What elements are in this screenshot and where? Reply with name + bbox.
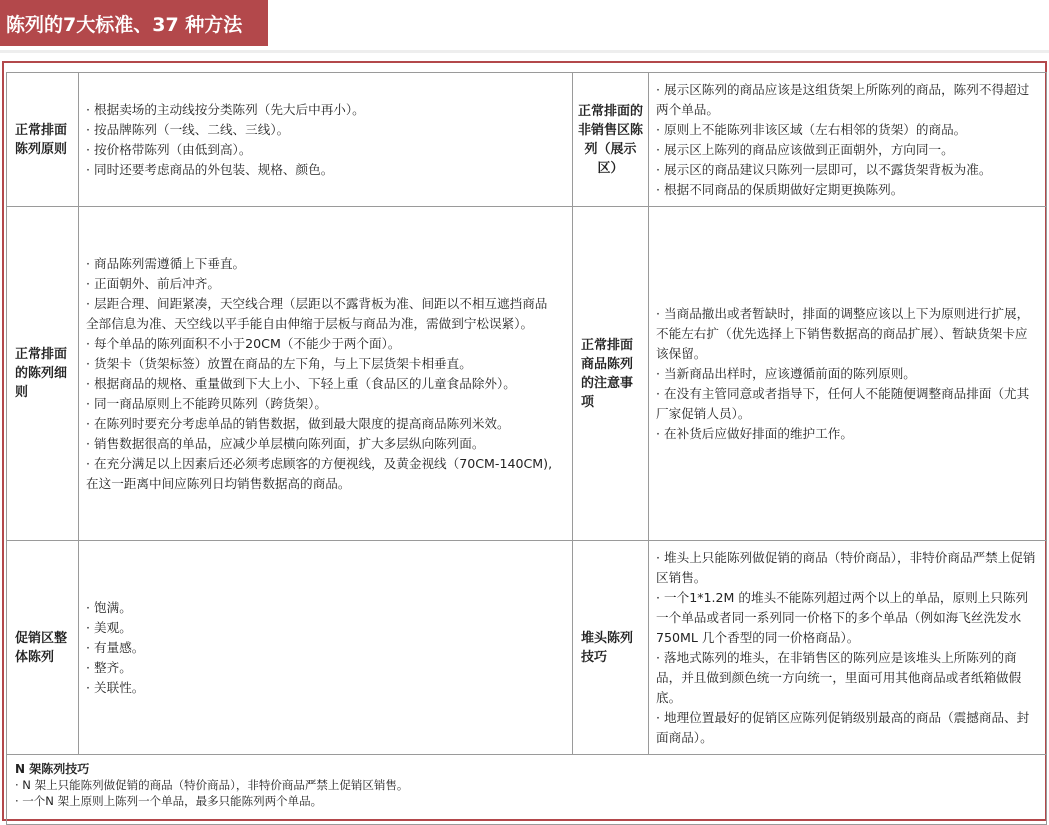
- row-content: [649, 541, 1047, 755]
- list-item: 在这一距离中间应陈列日均销售数据高的商品。: [86, 475, 351, 491]
- row-heading: 正常排面商品陈列的注意事项: [573, 207, 649, 541]
- list-item: · 当商品撤出或者暂缺时，排面的调整应该以上下为原则进行扩展，不能左右扩（优先选择上下销售数据高的商品扩展）、暂缺货架卡应该保留。: [656, 305, 1030, 361]
- row-content: [649, 207, 1047, 541]
- list-item: · 层距合理、间距紧凑，天空线合理（层距以不露背板为准、间距以不相互遮挡商品: [86, 295, 548, 311]
- row-heading: 正常排面的陈列细则: [7, 207, 79, 541]
- row-heading: 堆头陈列技巧: [573, 541, 649, 755]
- list-item: · 展示区的商品建议只陈列一层即可，以不露货架背板为准。: [656, 161, 992, 177]
- page-title: 陈列的7大标准、37 种方法: [0, 0, 268, 46]
- list-item: · 正面朝外、前后冲齐。: [86, 275, 220, 291]
- list-item: · 在充分满足以上因素后还必须考虑顾客的方便视线，及黄金视线（70CM-140CM),: [86, 455, 553, 471]
- list-item: · 按品牌陈列（一线、二线、三线）。: [86, 121, 290, 137]
- list-item: · 展示区上陈列的商品应该做到正面朝外，方向同一。: [656, 141, 954, 157]
- list-item: · 商品陈列需遵循上下垂直。: [86, 255, 246, 271]
- list-item: · 销售数据很高的单品，应减少单层横向陈列面，扩大多层纵向陈列面。: [86, 435, 485, 451]
- table-row: [7, 207, 1047, 541]
- row-content: [79, 541, 573, 755]
- section-title: N 架陈列技巧: [15, 762, 90, 776]
- list-item: · 堆头上只能陈列做促销的商品（特价商品），非特价商品严禁上促销区销售。: [656, 549, 1036, 585]
- table-row: [7, 755, 1047, 825]
- header-shadow: [0, 50, 1049, 53]
- display-standards-table: [6, 72, 1047, 825]
- list-item: · 整齐。: [86, 659, 132, 675]
- list-item: · 原则上不能陈列非该区域（左右相邻的货架）的商品。: [656, 121, 967, 137]
- list-item: · 在补货后应做好排面的维护工作。: [656, 425, 853, 441]
- list-item: · 一个N 架上原则上陈列一个单品，最多只能陈列两个单品。: [15, 794, 323, 808]
- list-item: · 饱满。: [86, 599, 132, 615]
- list-item: · 在没有主管同意或者指导下，任何人不能随便调整商品排面（尤其厂家促销人员）。: [656, 385, 1030, 421]
- list-item: · 落地式陈列的堆头，在非销售区的陈列应是该堆头上所陈列的商品，并且做到颜色统一方向统一，里面可用其他商品或者纸箱做假底。: [656, 649, 1022, 705]
- list-item: · 每个单品的陈列面积不小于20CM（不能少于两个面）。: [86, 335, 401, 351]
- list-item: · 关联性。: [86, 679, 145, 695]
- list-item: · 地理位置最好的促销区应陈列促销级别最高的商品（震撼商品、封面商品）。: [656, 709, 1030, 745]
- header-divider: [268, 0, 1049, 51]
- list-item: · 货架卡（货架标签）放置在商品的左下角，与上下层货架卡相垂直。: [86, 355, 472, 371]
- row-heading: 促销区整体陈列: [7, 541, 79, 755]
- list-item: · 当新商品出样时，应该遵循前面的陈列原则。: [656, 365, 916, 381]
- list-item: · 在陈列时要充分考虑单品的销售数据，做到最大限度的提高商品陈列米效。: [86, 415, 510, 431]
- list-item: 全部信息为准、天空线以平手能自由伸缩于层板与商品为准，需做到宁松误紧）。: [86, 315, 534, 331]
- list-item: · 根据不同商品的保质期做好定期更换陈列。: [656, 181, 904, 197]
- list-item: · 一个1*1.2M 的堆头不能陈列超过两个以上的单品，原则上只陈列一个单品或者同一系列同一价格下的多个单品（例如海飞丝洗发水750ML 几个香型的同一价格商品）。: [656, 589, 1029, 645]
- list-item: · 同一商品原则上不能跨贝陈列（跨货架）。: [86, 395, 327, 411]
- list-item: · 有量感。: [86, 639, 145, 655]
- row-content: [649, 73, 1047, 207]
- row-heading: 正常排面的非销售区陈列（展示区）: [573, 73, 649, 207]
- row-content: [79, 73, 573, 207]
- table-row: [7, 541, 1047, 755]
- list-item: · 按价格带陈列（由低到高）。: [86, 141, 252, 157]
- list-item: · 根据商品的规格、重量做到下大上小、下轻上重（食品区的儿童食品除外）。: [86, 375, 516, 391]
- row-heading: 正常排面陈列原则: [7, 73, 79, 207]
- list-item: · N 架上只能陈列做促销的商品（特价商品），非特价商品严禁上促销区销售。: [15, 778, 409, 792]
- row-content: [79, 207, 573, 541]
- list-item: · 展示区陈列的商品应该是这组货架上所陈列的商品，陈列不得超过两个单品。: [656, 81, 1030, 117]
- list-item: · 美观。: [86, 619, 132, 635]
- list-item: · 同时还要考虑商品的外包装、规格、颜色。: [86, 161, 334, 177]
- list-item: · 根据卖场的主动线按分类陈列（先大后中再小）。: [86, 101, 365, 117]
- table-row: [7, 73, 1047, 207]
- n-shelf-section: [7, 755, 1047, 825]
